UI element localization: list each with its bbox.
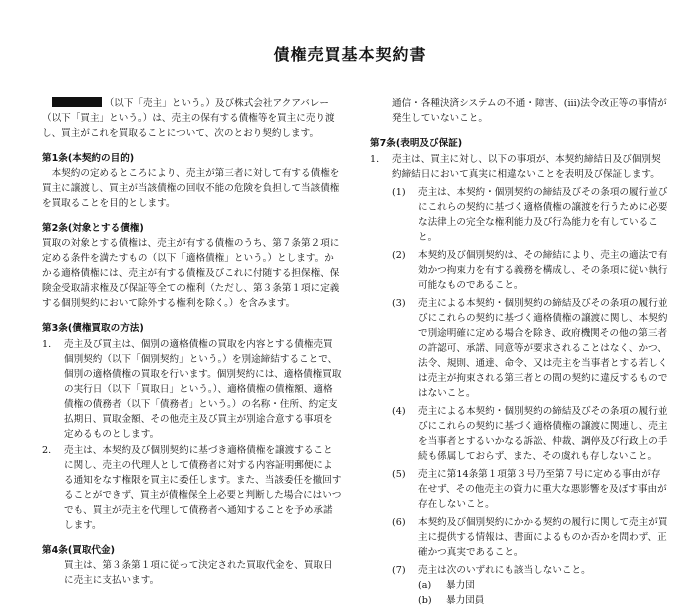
subitem-text: 売主に第14条第１項第３号乃至第７号に定める事由が存在せず、その他売主の資力に重大な悪影響を及ぼす事由が存在しないこと。 (418, 469, 667, 510)
article-7-minor-item (370, 578, 668, 593)
article-7-subitem (370, 296, 668, 401)
article-1-title: 第1条(本契約の目的) (42, 153, 135, 164)
continued-text: 通信・各種決済システムの不通・障害、(iii)法令改正等の事情が発生していないこと。 (392, 98, 667, 124)
article-7-subitem (370, 515, 668, 560)
item-number: 2. (42, 445, 52, 456)
subitem-text: 売主による本契約・個別契約の締結及びその条項の履行並びにこれらの契約に基づく適格債権の譲渡に関連し、売主を当事者とするいかなる訴訟、仲裁、調停及び行政上の手続も係属しておらず、また、その虞れも存しないこと。 (418, 406, 668, 462)
article-7-subitem (370, 467, 668, 512)
item-text: 売主は、買主に対し、以下の事項が、本契約締結日及び個別契約締結日において真実に相違ないことを表明及び保証します。 (392, 154, 661, 180)
subitem-text: 売主は次のいずれにも該当しないこと。 (418, 565, 591, 576)
subitem-number: (3) (392, 298, 406, 309)
article-7-subitem (370, 185, 668, 245)
article-7-subitem (370, 404, 668, 464)
article-4-title: 第4条(買取代金) (42, 545, 116, 556)
document-title: 債権売買基本契約書 (273, 45, 427, 64)
article-3-item (42, 337, 342, 442)
subitem-number: (6) (392, 517, 406, 528)
article-7-item (370, 152, 668, 182)
item-text: 売主は、本契約及び個別契約に基づき適格債権を譲渡することに関し、売主の代理人として債務者に対する内容証明郵便による通知をなす権限を買主に委任します。また、当該委任を撤回することができず、買主が債権保全上必要と判断した場合にはいつでも、買主が売主を代理して債務者へ通知することを予め承諾します。 (64, 445, 342, 531)
subitem-text: 売主による本契約・個別契約の締結及びその条項の履行並びにこれらの契約に基づく適格債権の譲渡に関し、本契約で別途明確に定める場合を除き、政府機関その他の第三者の許認可、承諾、同意等が要求されることはなく、かつ、法令、規則、通達、命令、又は売主を当事者とする若しくは売主が拘束される第三者との間の契約に違反するものではないこと。 (418, 298, 668, 399)
subitem-text: 売主は、本契約・個別契約の締結及びその条項の履行並びにこれらの契約に基づく適格債権の譲渡を行うために必要な法律上の完全な権利能力及び行為能力を有していること。 (418, 187, 668, 243)
minor-item-number: (a) (418, 580, 432, 591)
item-text: 売主及び買主は、個別の適格債権の買取を内容とする債権売買個別契約（以下「個別契約」という。）を別途締結することで、個別の適格債権の買取を行います。個別契約には、適格債権買取の実行日（以下「買取日」という。）、適格債権の債権額、適格債権の債務者（以下「債務者」という。）の名称・住所、約定支払期日、買取金額、その他売主及び買主が別途合意する事項を定めるものとします。 (64, 339, 342, 440)
article-1-body: 本契約の定めるところにより、売主が第三者に対して有する債権を買主に譲渡し、買主が当該債権の回収不能の危険を負担して当該債権を買取ることを目的とします。 (42, 168, 340, 209)
intro-text: （以下「売主」という。）及び株式会社アクアバレー（以下「買主」という。）は、売主の保有する債権等を買主に売り渡し、買主がこれを買取ることについて、次のとおり契約します。 (42, 98, 335, 139)
article-3-title: 第3条(債権買取の方法) (42, 323, 144, 334)
subitem-number: (2) (392, 250, 406, 261)
article-7-title: 第7条(表明及び保証) (370, 138, 463, 149)
right-column (370, 96, 668, 608)
minor-item-number: (b) (418, 595, 432, 606)
article-2-title: 第2条(対象とする債権) (42, 223, 144, 234)
article-7-subitem (370, 248, 668, 293)
subitem-text: 本契約及び個別契約にかかる契約の履行に関して売主が買主に提供する情報は、書面によるものか否かを問わず、正確かつ真実であること。 (418, 517, 668, 558)
item-number: 1. (370, 154, 380, 165)
subitem-number: (5) (392, 469, 406, 480)
subitem-number: (7) (392, 565, 406, 576)
intro-paragraph (42, 96, 342, 141)
article-2-body: 買取の対象とする債権は、売主が有する債権のうち、第７条第２項に定める条件を満たすもの（以下「適格債権」という。）とします。かかる適格債権には、売主が有する債権及びこれに付随する担保権、保険金受取請求権及び保証等全ての権利（ただし、第３条第１項に定義する個別契約において除外する権利を除く。）を含みます。 (42, 238, 340, 309)
article-4-body: 買主は、第３条第１項に従って決定された買取代金を、買取日に売主に支払います。 (64, 560, 333, 586)
subitem-number: (1) (392, 187, 406, 198)
article-7-minor-item (370, 593, 668, 608)
subitem-text: 本契約及び個別契約は、その締結により、売主の適法で有効かつ拘束力を有する義務を構成し、その条項に従い執行可能なものであること。 (418, 250, 668, 291)
left-column (42, 96, 342, 588)
minor-item-text: 暴力団員 (446, 595, 485, 606)
subitem-number: (4) (392, 406, 406, 417)
item-number: 1. (42, 339, 52, 350)
minor-item-text: 暴力団 (446, 580, 475, 591)
redacted-name (52, 97, 102, 107)
article-3-item (42, 443, 342, 533)
